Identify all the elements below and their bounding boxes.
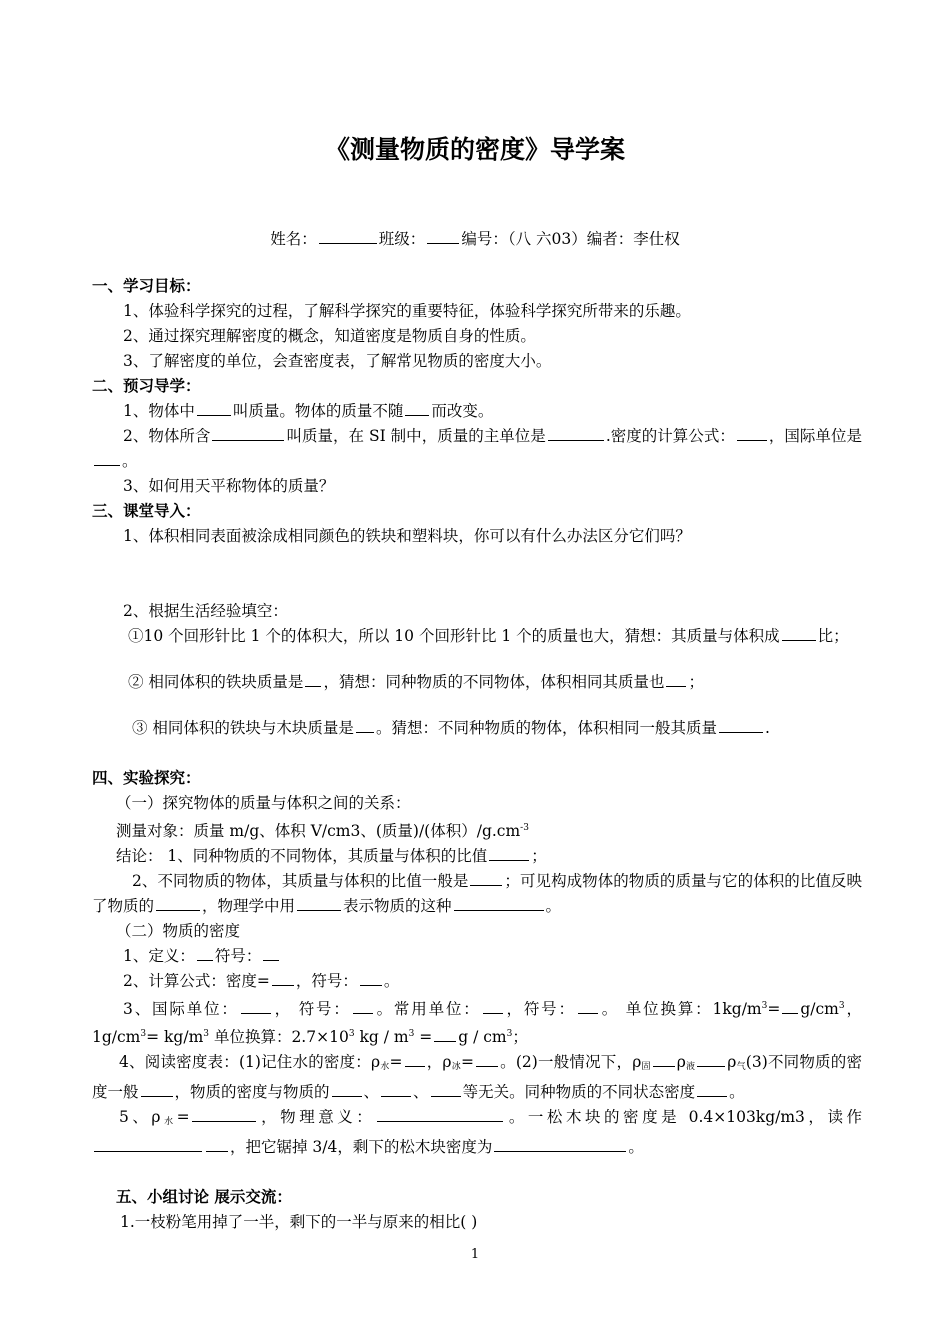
- density-table-reading: 4、阅读密度表：(1)记住水的密度：$\rho_水=$ ，$\rho_冰=$ 。(2)一般情况下，$\rho_固$ $\rho_液$ $\rho_气(3)$不同物质的密度一般 ，物质的密度与物质的 、 、 等无关。同种物质的不同状态密度 。: [92, 1053, 862, 1102]
- preview-question-1: 1、物体中 叫质量。物体的质量不随 而改变。: [123, 402, 494, 420]
- name-label: 姓名：: [270, 230, 317, 248]
- blank[interactable]: [197, 401, 231, 416]
- blank[interactable]: [263, 946, 279, 961]
- section-heading-experiment: 四、实验探究：: [92, 769, 201, 787]
- experiment-sub-1: （一）探究物体的质量与体积之间的关系：: [116, 794, 411, 812]
- number-label: 编号：（八 六03）编者：李仕权: [461, 230, 680, 248]
- measure-line: 测量对象：质量 m/g、体积 V/cm3、(质量)/(体积）$/g.cm^{-3}$: [116, 822, 529, 841]
- document-body: [92, 274, 862, 1235]
- blank[interactable]: [782, 999, 798, 1014]
- intro-question-1: 1、体积相同表面被涂成相同颜色的铁块和塑料块，你可以有什么办法区分它们吗？: [123, 527, 691, 545]
- goal-item-3: 3、了解密度的单位，会查密度表，了解常见物质的密度大小。: [123, 352, 552, 370]
- class-blank[interactable]: [427, 229, 459, 244]
- student-info-line: [0, 227, 950, 249]
- section-heading-discussion: 五、小组讨论 展示交流：: [116, 1188, 292, 1207]
- preview-question-2: 2、物体所含 叫质量，在 SI 制中，质量的主单位是 .密度的计算公式： ，国际单位是。: [92, 424, 862, 474]
- conclusion-1: 结论： 1、同种物质的不同物体，其质量与体积的比值 ；: [116, 847, 547, 866]
- blank[interactable]: [156, 896, 200, 911]
- density-definition: 1、定义： 符号：: [92, 944, 862, 969]
- goal-item-1: 1、体验科学探究的过程，了解科学探究的重要特征，体验科学探究所带来的乐趣。: [123, 302, 691, 320]
- blank[interactable]: [381, 1082, 411, 1097]
- conclusion-2: 2、不同物质的物体，其质量与体积的比值一般是 ；可见构成物体的物质的质量与它的体积的比值反映了物质的 ，物理学中用 表示物质的这种 。: [92, 872, 862, 916]
- goal-item-2: 2、通过探究理解密度的概念，知道密度是物质自身的性质。: [123, 327, 536, 345]
- blank[interactable]: [697, 1082, 727, 1097]
- discussion-question-1: 1.一枝粉笔用掉了一半，剩下的一半与原来的相比( ): [120, 1213, 478, 1232]
- blank[interactable]: [377, 1107, 503, 1122]
- blank[interactable]: [305, 672, 321, 687]
- name-blank[interactable]: [319, 229, 377, 244]
- blank[interactable]: [212, 426, 284, 441]
- preview-question-3: 3、如何用天平称物体的质量？: [123, 477, 335, 495]
- blank[interactable]: [578, 999, 598, 1014]
- document-title: 《测量物质的密度》导学案: [324, 135, 625, 164]
- blank[interactable]: [666, 672, 686, 687]
- blank[interactable]: [141, 1082, 173, 1097]
- blank[interactable]: [719, 718, 763, 733]
- blank[interactable]: [297, 896, 341, 911]
- section-heading-preview: 二、预习导学：: [92, 377, 201, 395]
- blank[interactable]: [470, 871, 502, 886]
- guess-item-3: ③ 相同体积的铁块与木块质量是 。猜想：不同种物质的物体，体积相同一般其质量 .: [132, 719, 770, 737]
- blank[interactable]: [405, 1052, 425, 1067]
- blank[interactable]: [356, 718, 374, 733]
- blank[interactable]: [782, 626, 816, 641]
- blank[interactable]: [454, 896, 544, 911]
- blank[interactable]: [737, 426, 767, 441]
- blank[interactable]: [360, 971, 382, 986]
- blank[interactable]: [197, 946, 213, 961]
- blank[interactable]: [434, 1027, 456, 1042]
- blank[interactable]: [94, 1137, 202, 1152]
- blank[interactable]: [272, 971, 294, 986]
- density-units: 3、国际单位： ， 符号： 。常用单位： ，符号： 。 单位换算：$1kg/m^3= g/cm^3$， $1g/cm^3= kg/m^3$ 单位换算：$2.7\times 10^3$ kg / $m^3 = g / cm^3$；: [92, 1000, 862, 1047]
- density-formula: 2、计算公式：密度= ，符号： 。: [123, 972, 400, 991]
- guess-item-1: ①10 个回形针比 1 个的体积大，所以 10 个回形针比 1 个的质量也大，猜想：其质量与体积成 比；: [128, 627, 849, 645]
- blank[interactable]: [192, 1107, 256, 1122]
- guess-item-2: ② 相同体积的铁块质量是 ，猜想：同种物质的不同物体，体积相同其质量也 ；: [128, 673, 704, 691]
- blank[interactable]: [548, 426, 604, 441]
- blank[interactable]: [494, 1137, 626, 1152]
- class-label: 班级：: [378, 230, 426, 248]
- blank[interactable]: [697, 1052, 725, 1067]
- blank[interactable]: [332, 1082, 362, 1097]
- section-heading-goals: 一、学习目标：: [92, 277, 201, 295]
- experiment-sub-2: （二）物质的密度: [116, 922, 241, 941]
- intro-question-2: 2、根据生活经验填空：: [123, 602, 288, 620]
- blank[interactable]: [241, 999, 271, 1014]
- blank[interactable]: [431, 1082, 461, 1097]
- blank[interactable]: [476, 1052, 498, 1067]
- blank[interactable]: [489, 846, 529, 861]
- blank[interactable]: [653, 1052, 675, 1067]
- blank[interactable]: [94, 451, 120, 466]
- density-question-5: 5、$\rho_水=$ ，物理意义： 。一松木块的密度是 0.4×103kg/m3，读作，把它锯掉 3/4，剩下的松木块密度为 。: [92, 1105, 862, 1160]
- blank[interactable]: [206, 1137, 228, 1152]
- blank[interactable]: [483, 999, 503, 1014]
- blank[interactable]: [405, 401, 429, 416]
- blank[interactable]: [353, 999, 373, 1014]
- section-heading-intro: 三、课堂导入：: [92, 502, 201, 520]
- page-number: 1: [470, 1247, 480, 1262]
